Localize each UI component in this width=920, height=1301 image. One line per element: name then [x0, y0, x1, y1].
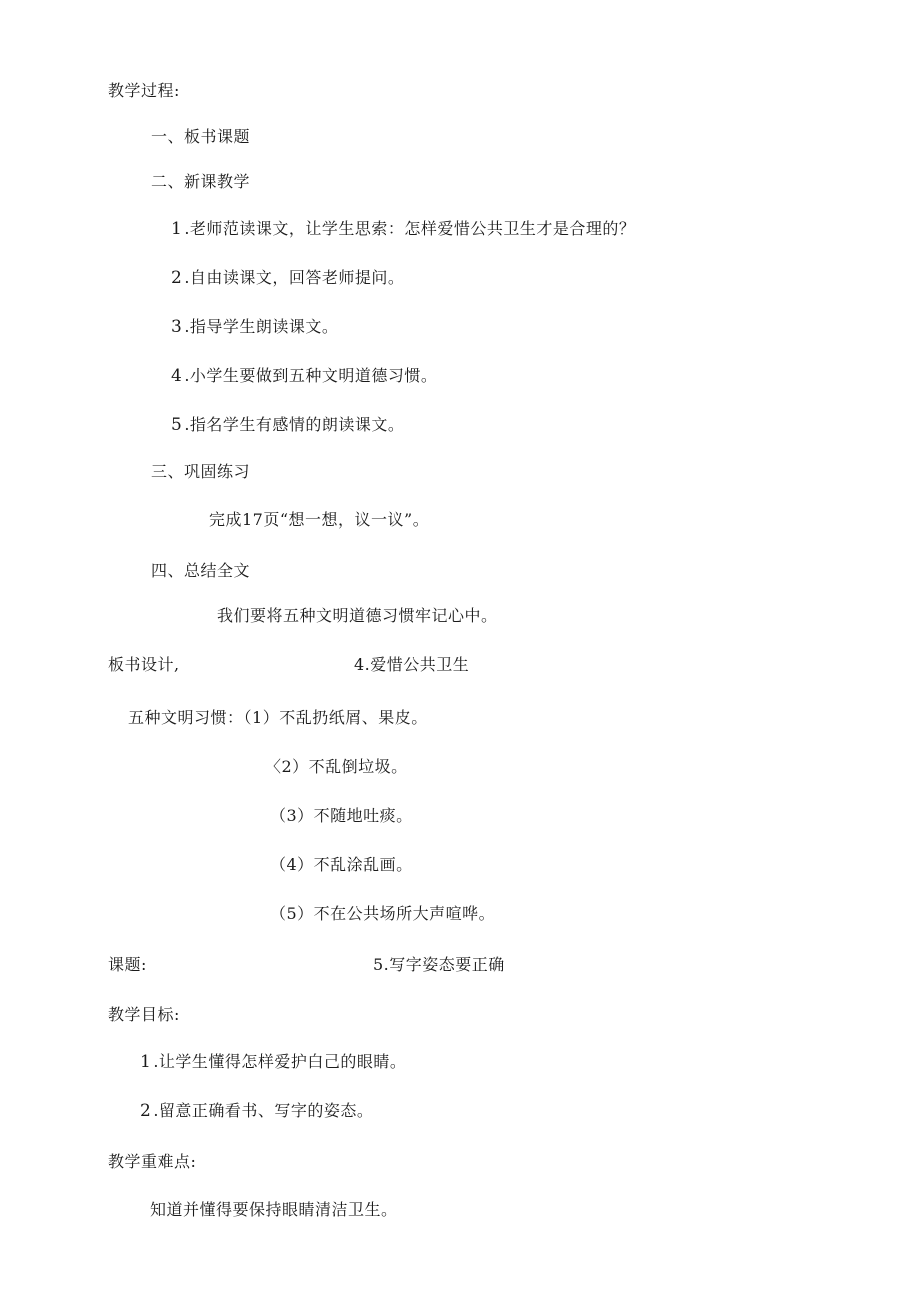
section-3-title: 三、巩固练习	[151, 462, 251, 481]
goal-item	[140, 1101, 373, 1121]
step-number: 4	[171, 366, 183, 386]
step-number: 2	[171, 268, 183, 288]
habit-item: （4）不乱涂乱画。	[270, 855, 413, 874]
section-4-title: 四、总结全文	[151, 561, 251, 580]
lesson-label: 课题:	[108, 955, 147, 974]
key-points-heading: 教学重难点:	[108, 1152, 197, 1171]
goal-number: 1	[140, 1052, 152, 1072]
habit-item: 〈2）不乱倒垃圾。	[265, 757, 408, 776]
goal-text: .让学生懂得怎样爱护白己的眼睛。	[153, 1052, 407, 1071]
section-2-title: 二、新课教学	[151, 172, 251, 191]
habits-label: 五种文明习惯：	[128, 708, 244, 727]
board-design-label: 板书设计,	[108, 655, 180, 674]
habit-row	[128, 708, 428, 728]
section-1-title: 一、板书课题	[151, 127, 251, 146]
step-text: .指导学生朗读课文。	[184, 317, 339, 336]
step-item	[171, 366, 437, 386]
section-4-body: 我们要将五种文明道德习惯牢记心中。	[217, 606, 498, 625]
step-item	[171, 317, 338, 337]
step-item	[171, 415, 404, 435]
habit-item: （1）不乱扔纸屑、果皮。	[243, 708, 428, 727]
step-number: 3	[171, 317, 183, 337]
key-points-body: 知道并懂得要保持眼睛清洁卫生。	[150, 1200, 398, 1219]
goal-text: .留意正确看书、写字的姿态。	[153, 1101, 374, 1120]
step-text: .自由读课文，回答老师提问。	[184, 268, 405, 287]
step-number: 5	[171, 415, 183, 435]
lesson-title: 5.写字姿态要正确	[373, 955, 505, 974]
teaching-process-heading: 教学过程:	[108, 81, 180, 100]
section-3-body: 完成17页“想一想，议一议”。	[209, 510, 430, 529]
goals-heading: 教学目标:	[108, 1005, 180, 1024]
step-item	[171, 268, 404, 288]
board-design-title: 4.爱惜公共卫生	[354, 655, 470, 674]
goal-number: 2	[140, 1101, 152, 1121]
step-item	[171, 219, 635, 239]
step-text: .指名学生有感情的朗读课文。	[184, 415, 405, 434]
step-number: 1	[171, 219, 183, 239]
step-text: .老师范读课文，让学生思索：怎样爱惜公共卫生才是合理的？	[184, 219, 636, 238]
habit-item: （3）不随地吐痰。	[270, 806, 413, 825]
goal-item	[140, 1052, 406, 1072]
step-text: .小学生要做到五种文明道德习惯。	[184, 366, 438, 385]
habit-item: （5）不在公共场所大声喧哗。	[270, 904, 496, 923]
